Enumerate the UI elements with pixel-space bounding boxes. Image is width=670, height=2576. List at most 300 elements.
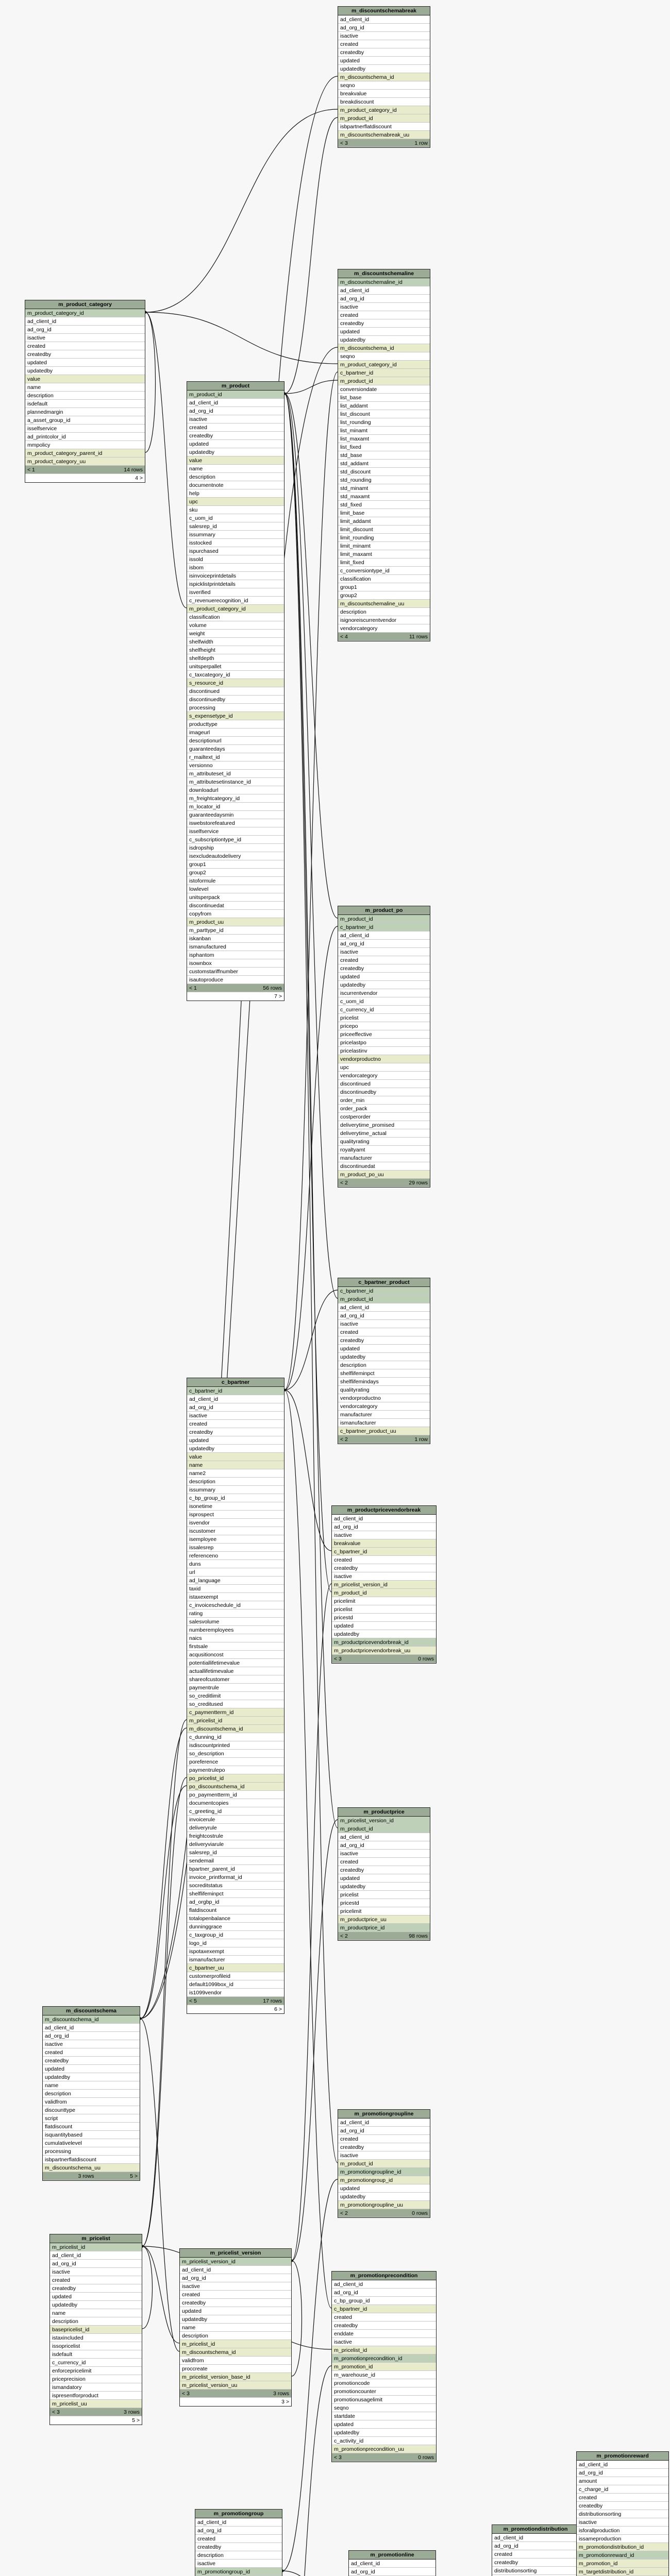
column-row: created	[338, 1858, 430, 1866]
column-row: updated	[180, 2307, 291, 2315]
column-row: ad_printcolor_id	[25, 433, 145, 441]
column-row: ad_org_id	[338, 2127, 430, 2135]
column-row: startdate	[332, 2412, 436, 2420]
column-row: m_discountschema_id	[338, 73, 430, 81]
column-row: ispurchased	[187, 547, 284, 555]
column-row: shelflifeminpct	[338, 1369, 430, 1378]
column-row: m_promotionreward_id	[577, 2551, 668, 2560]
column-row: sku	[187, 506, 284, 514]
column-row: m_product_id	[332, 1589, 436, 1597]
column-row: deliverytime_promised	[338, 1121, 430, 1129]
column-row: createdby	[50, 2284, 142, 2293]
column-row: ad_org_id	[332, 1523, 436, 1531]
relationship-line	[142, 1720, 187, 2246]
column-row: description	[25, 392, 145, 400]
column-row: m_product_category_uu	[25, 457, 145, 466]
column-row: upc	[338, 1063, 430, 1072]
column-row: classification	[187, 613, 284, 621]
column-row: isactive	[338, 2151, 430, 2160]
table-footer-cell: 3 rows	[124, 2409, 140, 2415]
column-row: updatedby	[25, 367, 145, 375]
column-row: m_product_id	[338, 114, 430, 123]
table-footer-cell: < 3	[334, 1656, 342, 1662]
column-row: isactive	[43, 2040, 140, 2048]
column-row: rating	[187, 1609, 284, 1618]
column-row: m_promotion_id	[577, 2560, 668, 2568]
column-row: m_pricelist_version_id	[180, 2258, 291, 2266]
column-row: breakvalue	[338, 90, 430, 98]
column-row: isactive	[195, 2560, 282, 2568]
column-row: m_product_category_parent_id	[25, 449, 145, 457]
table-footer	[338, 139, 430, 147]
table-m-promotionprecondition[interactable]	[331, 2271, 437, 2462]
table-c-bpartner[interactable]	[187, 1378, 284, 2014]
table-footer-cell: < 5	[189, 1998, 197, 2004]
column-row: c_uom_id	[187, 514, 284, 522]
relationship-line	[142, 2246, 179, 2343]
column-row: m_targetdistribution_id	[577, 2568, 668, 2576]
column-row: discontinued	[187, 687, 284, 696]
relationship-line	[140, 1728, 187, 2019]
table-footer-cell: < 1	[189, 985, 197, 991]
column-row: isactive	[187, 1412, 284, 1420]
column-row: issopricelist	[50, 2342, 142, 2350]
table-m-productpricevendorbreak[interactable]	[331, 1505, 437, 1664]
column-row: qualityrating	[338, 1138, 430, 1146]
column-row: created	[43, 2048, 140, 2057]
table-footer	[187, 1997, 284, 2012]
column-row: descriptionurl	[187, 737, 284, 745]
table-footer-cell: 7 >	[274, 993, 282, 999]
column-row: createdby	[338, 1866, 430, 1874]
column-row: discontinuedby	[187, 696, 284, 704]
column-row: guaranteedaysmin	[187, 811, 284, 819]
column-row: description	[338, 608, 430, 616]
table-c-bpartner-product[interactable]	[338, 1278, 430, 1444]
column-row: actuallifetimevalue	[187, 1667, 284, 1675]
column-row: shareofcustomer	[187, 1675, 284, 1684]
column-row: isautoproduce	[187, 976, 284, 984]
column-row: ispicklistprintdetails	[187, 580, 284, 588]
column-row: group2	[338, 591, 430, 600]
column-row: order_min	[338, 1096, 430, 1105]
column-row: isemployee	[187, 1535, 284, 1544]
column-row: ad_client_id	[577, 2461, 668, 2469]
column-row: updatedby	[338, 65, 430, 73]
column-row: pricestd	[338, 1899, 430, 1907]
column-row: iscustomer	[187, 1527, 284, 1535]
relationship-line	[284, 926, 338, 1390]
table-m-promotiongroupline[interactable]	[338, 2109, 430, 2218]
column-row: guaranteedays	[187, 745, 284, 753]
table-footer	[25, 466, 145, 481]
column-row: updated	[25, 359, 145, 367]
column-row: m_attributeset_id	[187, 770, 284, 778]
column-row: shelfwidth	[187, 638, 284, 646]
table-title: m_product	[187, 382, 284, 391]
table-footer-cell: 56 rows	[263, 985, 282, 991]
column-row: ad_org_id	[187, 407, 284, 415]
table-m-product-category[interactable]	[25, 300, 145, 483]
column-row: updatedby	[338, 336, 430, 344]
column-row: enddate	[332, 2330, 436, 2338]
column-row: ismandatory	[50, 2383, 142, 2392]
table-footer-cell: < 3	[52, 2409, 60, 2415]
column-row: m_pricelist_version_uu	[180, 2381, 291, 2389]
column-row: priceprecision	[50, 2375, 142, 2383]
column-row: createdby	[195, 2543, 282, 2551]
column-row: vendorcategory	[338, 1402, 430, 1411]
table-m-promotionreward[interactable]	[576, 2451, 669, 2576]
column-row: createdby	[43, 2057, 140, 2065]
column-row: m_product_id	[338, 2160, 430, 2168]
column-row: isbom	[187, 564, 284, 572]
column-row: conversiondate	[338, 385, 430, 394]
column-row: distributionsorting	[577, 2510, 668, 2518]
column-row: m_pricelist_id	[332, 2346, 436, 2354]
column-row: shelfdepth	[187, 654, 284, 663]
column-row: ismanufacturer	[338, 1419, 430, 1427]
relationship-line	[284, 380, 338, 394]
column-row: list_maxamt	[338, 435, 430, 443]
column-row: manufacturer	[338, 1154, 430, 1162]
column-row: taxid	[187, 1585, 284, 1593]
column-row: script	[43, 2114, 140, 2123]
column-row: name	[187, 465, 284, 473]
column-row: m_pricelist_version_id	[332, 1581, 436, 1589]
relationship-line	[284, 372, 338, 1390]
column-row: updatedby	[187, 448, 284, 456]
table-footer-cell: 3 rows	[78, 2173, 94, 2179]
column-row: updated	[338, 973, 430, 981]
column-row: a_asset_group_id	[25, 416, 145, 425]
column-row: createdby	[338, 319, 430, 328]
column-row: iscurrentvendor	[338, 989, 430, 997]
column-row: ad_org_id	[492, 2542, 579, 2550]
column-row: isactive	[180, 2282, 291, 2291]
table-m-pricelist-version[interactable]	[179, 2248, 292, 2406]
table-title: m_discountschemabreak	[338, 7, 430, 15]
column-row: c_charge_id	[577, 2485, 668, 2494]
column-row: m_discountschemaline_uu	[338, 600, 430, 608]
column-row: m_locator_id	[187, 803, 284, 811]
table-title: m_productprice	[338, 1808, 430, 1817]
column-row: limit_base	[338, 509, 430, 517]
column-row: created	[180, 2291, 291, 2299]
column-row: description	[43, 2090, 140, 2098]
column-row: m_product_po_uu	[338, 1171, 430, 1179]
column-row: value	[187, 1453, 284, 1461]
column-row: created	[338, 2135, 430, 2143]
column-row: naics	[187, 1634, 284, 1642]
column-row: validfrom	[43, 2098, 140, 2106]
table-footer	[338, 1179, 430, 1187]
column-row: isactive	[338, 1320, 430, 1328]
column-row: pricelist	[338, 1891, 430, 1899]
table-title: m_pricelist	[50, 2234, 142, 2243]
column-row: s_resource_id	[187, 679, 284, 687]
column-row: proccreate	[180, 2365, 291, 2373]
column-row: isbpartnerflatdiscount	[338, 123, 430, 131]
table-footer-cell: 0 rows	[418, 2454, 434, 2461]
column-row: ad_client_id	[338, 931, 430, 940]
column-row: pricepo	[338, 1022, 430, 1030]
column-row: processing	[43, 2147, 140, 2156]
column-row: potentiallifetimevalue	[187, 1659, 284, 1667]
column-row: created	[338, 40, 430, 48]
column-row: deliveryrule	[187, 1824, 284, 1832]
relationship-line	[145, 312, 156, 452]
column-row: discontinued	[338, 1080, 430, 1088]
column-row: ad_orgbp_id	[187, 1898, 284, 1906]
column-row: name	[50, 2309, 142, 2317]
column-row: cumulativelevel	[43, 2139, 140, 2147]
column-row: m_discountschema_id	[180, 2348, 291, 2357]
column-row: limit_discount	[338, 526, 430, 534]
column-row: createdby	[577, 2502, 668, 2510]
table-footer-cell: < 1	[27, 467, 35, 473]
column-row: m_product_category_id	[338, 106, 430, 114]
table-footer-cell: < 2	[340, 1436, 348, 1443]
table-title: m_product_po	[338, 906, 430, 915]
table-m-promotiongroup[interactable]	[195, 2509, 282, 2576]
relationship-line	[284, 1390, 331, 1551]
column-row: c_activity_id	[332, 2437, 436, 2445]
column-row: createdby	[332, 1564, 436, 1572]
column-row: c_currency_id	[338, 1006, 430, 1014]
column-row: m_freightcategory_id	[187, 794, 284, 803]
column-row: isactive	[338, 948, 430, 956]
table-footer	[332, 1655, 436, 1663]
column-row: salesrep_id	[187, 522, 284, 531]
column-row: versionno	[187, 761, 284, 770]
column-row: m_discountschema_id	[43, 2015, 140, 2024]
column-row: documentcopies	[187, 1799, 284, 1807]
column-row: createdby	[338, 2143, 430, 2151]
column-row: name2	[187, 1469, 284, 1478]
column-row: order_pack	[338, 1105, 430, 1113]
column-row: description	[338, 1361, 430, 1369]
column-row: std_discount	[338, 468, 430, 476]
table-m-productprice[interactable]	[338, 1807, 430, 1941]
column-row: m_promotion_id	[332, 2363, 436, 2371]
column-row: issold	[187, 555, 284, 564]
table-m-discountschemabreak[interactable]	[338, 6, 430, 148]
column-row: m_pricelist_version_base_id	[180, 2373, 291, 2381]
column-row: m_discountschema_id	[187, 1725, 284, 1733]
column-row: ad_client_id	[195, 2518, 282, 2527]
column-row: istaxexempt	[187, 1593, 284, 1601]
column-row: std_fixed	[338, 501, 430, 509]
table-title: m_product_category	[25, 300, 145, 309]
column-row: processing	[187, 704, 284, 712]
column-row: name	[187, 1461, 284, 1469]
column-row: freightcostrule	[187, 1832, 284, 1840]
column-row: isactive	[332, 2338, 436, 2346]
column-row: updated	[338, 2184, 430, 2193]
table-footer-cell: 3 >	[281, 2399, 289, 2405]
relationship-line	[292, 1584, 331, 2261]
table-m-product[interactable]	[187, 381, 284, 1001]
column-row: m_promotiongroup_id	[195, 2568, 282, 2576]
column-row: m_product_id	[338, 377, 430, 385]
column-row: isactive	[338, 1850, 430, 1858]
column-row: vendorproductno	[338, 1055, 430, 1063]
column-row: vendorproductno	[338, 1394, 430, 1402]
column-row: royaltyamt	[338, 1146, 430, 1154]
column-row: updated	[338, 328, 430, 336]
relationship-line	[145, 109, 338, 312]
column-row: unitsperpallet	[187, 663, 284, 671]
column-row: ad_org_id	[349, 2568, 435, 2576]
column-row: m_promotiondistribution_id	[577, 2543, 668, 2551]
column-row: m_product_id	[338, 1825, 430, 1833]
column-row: volume	[187, 621, 284, 630]
column-row: seqno	[338, 352, 430, 361]
column-row: ispotaxexempt	[187, 1947, 284, 1956]
table-m-promotionline[interactable]	[348, 2550, 436, 2576]
table-footer-cell: < 2	[340, 2210, 348, 2216]
column-row: sendemail	[187, 1857, 284, 1865]
table-title: m_promotiondistribution	[492, 2525, 579, 2534]
table-footer-cell: 14 rows	[124, 467, 143, 473]
table-m-product-po[interactable]	[338, 906, 430, 1188]
table-footer-cell: 0 rows	[412, 2210, 428, 2216]
column-row: m_attributesetinstance_id	[187, 778, 284, 786]
column-row: ispresentforproduct	[50, 2392, 142, 2400]
column-row: m_promotiongroupline_uu	[338, 2201, 430, 2209]
column-row: qualityrating	[338, 1386, 430, 1394]
column-row: std_minamt	[338, 484, 430, 493]
column-row: po_pricelist_id	[187, 1774, 284, 1783]
column-row: lowlevel	[187, 885, 284, 893]
column-row: m_productpricevendorbreak_id	[332, 1638, 436, 1647]
column-row: name	[25, 383, 145, 392]
column-row: createdby	[492, 2558, 579, 2567]
column-row: duns	[187, 1560, 284, 1568]
column-row: poreference	[187, 1758, 284, 1766]
column-row: discontinuedby	[338, 1088, 430, 1096]
column-row: ad_client_id	[349, 2560, 435, 2568]
column-row: m_product_id	[338, 1295, 430, 1303]
column-row: pricelist	[332, 1605, 436, 1614]
column-row: c_dunning_id	[187, 1733, 284, 1741]
column-row: istoformule	[187, 877, 284, 885]
column-row: name	[180, 2324, 291, 2332]
column-row: m_product_uu	[187, 918, 284, 926]
column-row: pricelimit	[338, 1907, 430, 1916]
column-row: m_promotiongroup_id	[338, 2176, 430, 2184]
column-row: value	[187, 456, 284, 465]
column-row: m_parttype_id	[187, 926, 284, 935]
table-footer-cell: < 2	[340, 1180, 348, 1186]
column-row: producttype	[187, 720, 284, 728]
table-title: m_promotionline	[349, 2551, 435, 2560]
column-row: s_expensetype_id	[187, 712, 284, 720]
column-row: isactive	[25, 334, 145, 342]
column-row: logo_id	[187, 1939, 284, 1947]
column-row: isstocked	[187, 539, 284, 547]
column-row: enforcepricelimit	[50, 2367, 142, 2375]
column-row: ad_org_id	[338, 295, 430, 303]
relationship-line	[284, 394, 338, 918]
column-row: unitsperpack	[187, 893, 284, 902]
column-row: isownbox	[187, 959, 284, 968]
column-row: vendorcategory	[338, 624, 430, 633]
column-row: updatedby	[338, 1353, 430, 1361]
table-footer	[43, 2172, 140, 2180]
column-row: invoicerule	[187, 1816, 284, 1824]
column-row: ad_client_id	[338, 1303, 430, 1312]
column-row: isignoreiscurrentvendor	[338, 616, 430, 624]
column-row: ad_org_id	[577, 2469, 668, 2477]
table-footer-cell: < 3	[340, 140, 348, 146]
relationship-line	[142, 2246, 153, 2329]
column-row: ad_client_id	[25, 317, 145, 326]
column-row: ad_org_id	[338, 24, 430, 32]
column-row: promotioncode	[332, 2379, 436, 2387]
column-row: created	[332, 2313, 436, 2321]
column-row: dunninggrace	[187, 1923, 284, 1931]
column-row: limit_maxamt	[338, 550, 430, 558]
column-row: m_warehouse_id	[332, 2371, 436, 2379]
column-row: c_greeting_id	[187, 1807, 284, 1816]
column-row: description	[187, 1478, 284, 1486]
column-row: ad_client_id	[43, 2024, 140, 2032]
table-footer	[338, 633, 430, 641]
column-row: isactive	[577, 2518, 668, 2527]
table-m-discountschema[interactable]	[42, 2006, 140, 2181]
column-row: m_promotionprecondition_uu	[332, 2445, 436, 2453]
column-row: created	[338, 311, 430, 319]
column-row: group2	[187, 869, 284, 877]
column-row: salesvolume	[187, 1618, 284, 1626]
table-m-pricelist[interactable]	[49, 2234, 142, 2425]
table-title: m_productpricevendorbreak	[332, 1506, 436, 1515]
relationship-line	[284, 1290, 338, 1390]
table-m-discountschemaline[interactable]	[338, 269, 430, 641]
column-row: description	[180, 2332, 291, 2340]
relationship-line	[292, 2261, 302, 2376]
relationship-line	[145, 312, 338, 364]
column-row: m_product_category_id	[187, 605, 284, 613]
column-row: updated	[187, 440, 284, 448]
column-row: validfrom	[180, 2357, 291, 2365]
column-row: m_product_category_id	[25, 309, 145, 317]
column-row: ad_org_id	[338, 1841, 430, 1850]
column-row: updatedby	[43, 2073, 140, 2081]
column-row: isprospect	[187, 1511, 284, 1519]
table-footer-cell: 29 rows	[409, 1180, 428, 1186]
column-row: referenceno	[187, 1552, 284, 1560]
column-row: updated	[338, 1874, 430, 1883]
column-row: c_revenuerecognition_id	[187, 597, 284, 605]
column-row: socreditstatus	[187, 1882, 284, 1890]
relationship-line	[142, 1777, 187, 2246]
table-m-promotiondistribution[interactable]	[492, 2524, 579, 2576]
column-row: paymentrule	[187, 1684, 284, 1692]
column-row: ad_client_id	[338, 15, 430, 24]
column-row: isbpartnerflatdiscount	[43, 2156, 140, 2164]
relationship-line	[284, 394, 338, 2163]
column-row: createdby	[25, 350, 145, 359]
column-row: ismanufacturer	[187, 1956, 284, 1964]
column-row: ad_org_id	[25, 326, 145, 334]
column-row: m_pricelist_id	[187, 1717, 284, 1725]
column-row: m_promotionprecondition_id	[332, 2354, 436, 2363]
column-row: pricelist	[338, 1014, 430, 1022]
column-row: created	[577, 2494, 668, 2502]
